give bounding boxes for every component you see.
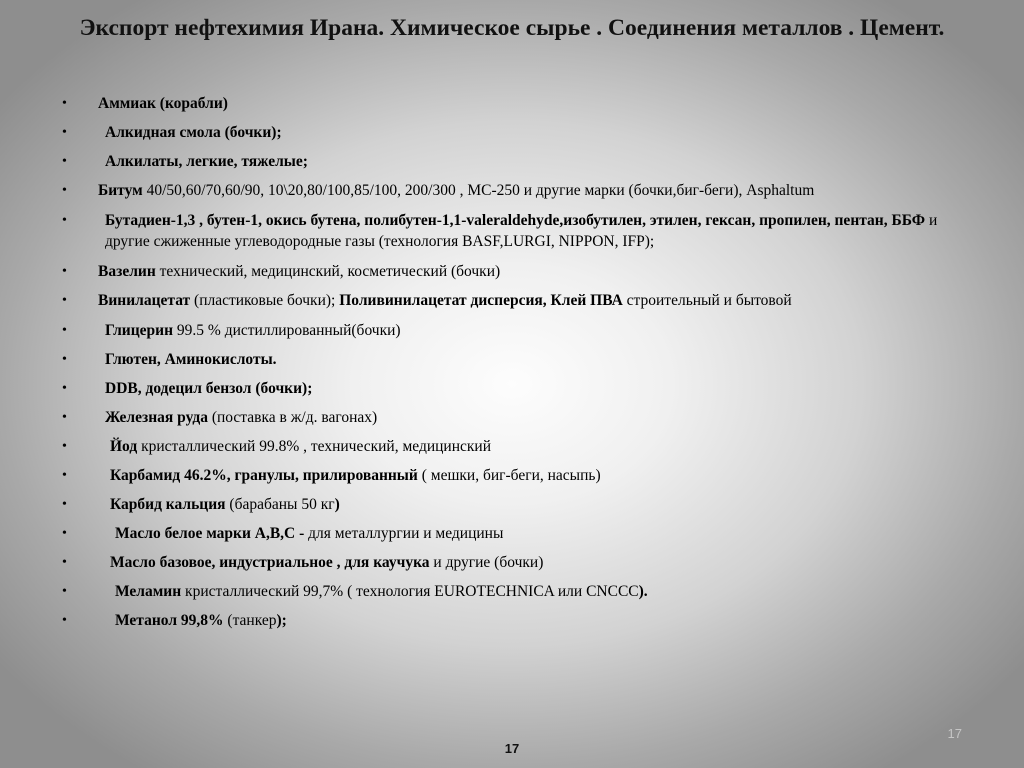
slide-title: Экспорт нефтехимия Ирана. Химическое сырье . Соединения металлов . Цемент. bbox=[79, 15, 945, 41]
bold-text: Аммиак (корабли) bbox=[98, 95, 228, 112]
list-item bbox=[0, 581, 1024, 602]
bullet-icon: • bbox=[62, 497, 67, 512]
list-item bbox=[0, 349, 1024, 370]
list-item-text bbox=[0, 261, 944, 282]
bold-text: ). bbox=[638, 583, 648, 600]
list-item-text bbox=[0, 320, 951, 341]
list-item-text bbox=[0, 180, 944, 201]
list-item bbox=[0, 261, 1024, 282]
list-item bbox=[0, 320, 1024, 341]
bold-text: Карбамид 46.2%, гранулы, прилированный bbox=[110, 467, 418, 484]
bullet-icon: • bbox=[62, 154, 67, 169]
bold-text: Карбид кальция bbox=[110, 496, 226, 513]
slide-number-corner: 17 bbox=[947, 726, 962, 741]
plain-text: для металлургии и медицины bbox=[304, 525, 504, 542]
list-item bbox=[0, 151, 1024, 172]
bullet-icon: • bbox=[62, 555, 67, 570]
list-item-text bbox=[0, 523, 961, 544]
bold-text: Битум bbox=[98, 182, 143, 199]
plain-text: (танкер bbox=[223, 612, 277, 629]
list-item bbox=[0, 610, 1024, 631]
list-item-text bbox=[0, 349, 951, 370]
slide-number: 17 bbox=[504, 741, 520, 756]
bullet-icon: • bbox=[62, 352, 67, 367]
list-item-text bbox=[0, 552, 956, 573]
bullet-icon: • bbox=[62, 584, 67, 599]
bold-text: Вазелин bbox=[98, 263, 156, 280]
bold-text: Поливинилацетат дисперсия, Клей ПВА bbox=[339, 292, 623, 309]
bold-text: Алкилаты, легкие, тяжелые; bbox=[105, 153, 308, 170]
plain-text: и другие (бочки) bbox=[429, 554, 544, 571]
list-item bbox=[0, 407, 1024, 428]
bullet-icon: • bbox=[62, 439, 67, 454]
plain-text: кристаллический 99.8% , технический, медицинский bbox=[137, 438, 492, 455]
list-item bbox=[0, 494, 1024, 515]
plain-text: (пластиковые бочки); bbox=[190, 292, 340, 309]
bold-text: ) bbox=[334, 496, 340, 513]
bold-text: Глицерин bbox=[105, 322, 174, 339]
list-item bbox=[0, 436, 1024, 457]
bullet-icon: • bbox=[62, 381, 67, 396]
list-item bbox=[0, 290, 1024, 311]
list-item bbox=[0, 465, 1024, 486]
list-item bbox=[0, 552, 1024, 573]
bullet-list bbox=[0, 93, 1024, 639]
list-item-text bbox=[0, 436, 956, 457]
bullet-icon: • bbox=[62, 125, 67, 140]
plain-text: 99.5 % дистиллированный(бочки) bbox=[173, 322, 401, 339]
list-item-text bbox=[0, 465, 956, 486]
bullet-icon: • bbox=[62, 293, 67, 308]
list-item-text bbox=[0, 378, 951, 399]
bullet-icon: • bbox=[62, 183, 67, 198]
bullet-icon: • bbox=[62, 468, 67, 483]
list-item-text bbox=[0, 290, 944, 311]
list-item bbox=[0, 180, 1024, 201]
bullet-icon: • bbox=[62, 213, 67, 228]
bold-text: Глютен, Аминокислоты. bbox=[105, 351, 277, 368]
bold-text: Масло белое марки А,В,С - bbox=[115, 525, 305, 542]
plain-text: строительный и бытовой bbox=[622, 292, 792, 309]
bold-text: Масло базовое, индустриальное , для каучука bbox=[110, 554, 430, 571]
plain-text: технический, медицинский, косметический (бочки) bbox=[155, 263, 501, 280]
list-item-text bbox=[0, 610, 961, 631]
bold-text: Алкидная смола (бочки); bbox=[105, 124, 282, 141]
bold-text: Меламин bbox=[115, 583, 182, 600]
bold-text: DDB, додецил бензол (бочки); bbox=[105, 380, 313, 397]
bold-text: Железная руда bbox=[105, 409, 208, 426]
list-item bbox=[0, 93, 1024, 114]
list-item-text bbox=[0, 407, 951, 428]
list-item-text bbox=[0, 93, 944, 114]
list-item-text bbox=[0, 122, 951, 143]
plain-text: кристаллический 99,7% ( технология EUROTECHNICA или CNCCC bbox=[181, 583, 639, 600]
list-item bbox=[0, 210, 1024, 252]
bullet-icon: • bbox=[62, 323, 67, 338]
plain-text: 40/50,60/70,60/90, 10\20,80/100,85/100, 200/300 , МС-250 и другие марки (бочки,биг-беги), Asphaltum bbox=[142, 182, 815, 199]
list-item-text bbox=[0, 494, 956, 515]
bullet-icon: • bbox=[62, 96, 67, 111]
bullet-icon: • bbox=[62, 264, 67, 279]
bold-text: Бутадиен-1,3 , бутен-1, окись бутена, полибутен-1,1-valeraldehyde,изобутилен, этилен, гексан, пропилен, пентан, ББФ bbox=[105, 212, 926, 229]
list-item-text bbox=[0, 210, 951, 252]
bold-text: ); bbox=[276, 612, 287, 629]
list-item bbox=[0, 378, 1024, 399]
plain-text: (барабаны 50 кг bbox=[225, 496, 335, 513]
plain-text: ( мешки, биг-беги, насыпь) bbox=[417, 467, 601, 484]
list-item-text bbox=[0, 151, 951, 172]
list-item bbox=[0, 122, 1024, 143]
plain-text: и другие сжиженные углеводородные газы (технология BASF,LURGI, NIPPON, IFP); bbox=[105, 212, 938, 250]
list-item bbox=[0, 523, 1024, 544]
bold-text: Винилацетат bbox=[98, 292, 191, 309]
bullet-icon: • bbox=[62, 613, 67, 628]
bullet-icon: • bbox=[62, 526, 67, 541]
plain-text: (поставка в ж/д. вагонах) bbox=[207, 409, 378, 426]
bold-text: Йод bbox=[110, 438, 138, 455]
list-item-text bbox=[0, 581, 961, 602]
bold-text: Метанол 99,8% bbox=[115, 612, 224, 629]
bullet-icon: • bbox=[62, 410, 67, 425]
